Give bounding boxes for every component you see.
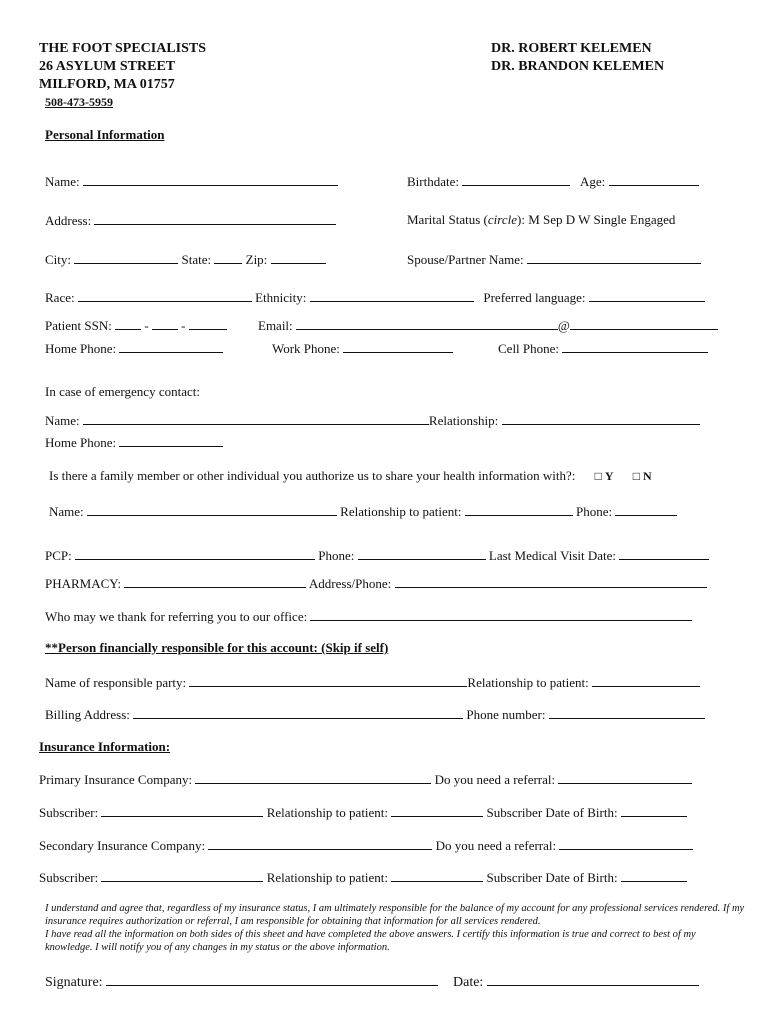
city-field[interactable] (74, 251, 178, 264)
share-name-label: Name: (49, 504, 84, 519)
ssn-field-1[interactable] (115, 317, 141, 330)
primary-relationship-field[interactable] (391, 804, 483, 817)
insurance-title: Insurance Information: (39, 739, 171, 754)
secondary-dob-label: Subscriber Date of Birth: (486, 870, 618, 885)
city-label: City: (45, 252, 72, 267)
emergency-name-row (45, 412, 700, 429)
pcp-label: PCP: (45, 548, 72, 563)
billing-address-field[interactable] (133, 706, 463, 719)
birthdate-row (407, 173, 699, 190)
state-label: State: (181, 252, 212, 267)
share-relationship-field[interactable] (465, 503, 573, 516)
home-phone-field[interactable] (119, 340, 223, 353)
pcp-phone-field[interactable] (358, 547, 486, 560)
date-row (453, 972, 699, 991)
billing-phone-field[interactable] (549, 706, 705, 719)
practice-header (39, 40, 206, 94)
language-field[interactable] (589, 289, 705, 302)
primary-dob-field[interactable] (621, 804, 687, 817)
language-label: Preferred language: (483, 290, 586, 305)
emergency-home-phone-label: Home Phone: (45, 435, 117, 450)
marital-options: ): M Sep D W Single Engaged (517, 212, 676, 227)
share-name-row (49, 503, 677, 520)
home-phone-label: Home Phone: (45, 341, 117, 356)
secondary-referral-label: Do you need a referral: (435, 838, 557, 853)
secondary-insurance-label: Secondary Insurance Company: (39, 838, 206, 853)
emergency-name-label: Name: (45, 413, 80, 428)
pcp-field[interactable] (75, 547, 315, 560)
share-no-checkbox[interactable]: □ N (632, 469, 652, 483)
email-domain-field[interactable] (570, 317, 718, 330)
primary-insurance-label: Primary Insurance Company: (39, 772, 193, 787)
ssn-label: Patient SSN: (45, 318, 112, 333)
emergency-name-field[interactable] (83, 412, 429, 425)
age-label: Age: (580, 174, 606, 189)
share-yes-label: Y (604, 469, 614, 483)
billing-address-label: Billing Address: (45, 707, 130, 722)
secondary-insurance-row (39, 837, 693, 854)
share-phone-label: Phone: (575, 504, 613, 519)
emergency-relationship-label: Relationship: (428, 413, 499, 428)
work-phone-label: Work Phone: (272, 341, 340, 356)
signature-label: Signature: (45, 975, 103, 990)
emergency-home-phone-field[interactable] (119, 434, 223, 447)
race-field[interactable] (78, 289, 252, 302)
disclaimer-responsibility: I understand and agree that, regardless of my insurance status, I am ultimately responsible for the balance of my account for any professional services rendered. If my insurance requires authorization or referral, I am responsible for obtaining that information for all services rendered. (45, 903, 745, 927)
marital-circle-hint: circle (487, 212, 518, 227)
responsible-name-field[interactable] (189, 674, 467, 687)
name-label: Name: (45, 174, 80, 189)
pharmacy-label: PHARMACY: (45, 576, 122, 591)
secondary-subscriber-label: Subscriber: (39, 870, 99, 885)
city-row (45, 251, 326, 268)
spouse-row (407, 251, 701, 268)
home-phone-row (45, 340, 223, 357)
share-question-row (49, 468, 652, 484)
billing-phone-label: Phone number: (466, 707, 546, 722)
practice-city: MILFORD, MA 01757 (39, 77, 175, 92)
primary-subscriber-label: Subscriber: (39, 805, 99, 820)
state-field[interactable] (214, 251, 242, 264)
email-row: Email: @ (258, 317, 718, 334)
primary-insurance-field[interactable] (195, 771, 431, 784)
address-field[interactable] (94, 212, 336, 225)
spouse-label: Spouse/Partner Name: (407, 252, 524, 267)
secondary-relationship-field[interactable] (391, 869, 483, 882)
primary-subscriber-row (39, 804, 687, 821)
age-field[interactable] (609, 173, 699, 186)
cell-phone-field[interactable] (562, 340, 708, 353)
share-no-label: N (643, 469, 652, 483)
billing-row (45, 706, 705, 723)
race-row (45, 289, 705, 306)
share-relationship-label: Relationship to patient: (340, 504, 462, 519)
spouse-field[interactable] (527, 251, 701, 264)
ethnicity-label: Ethnicity: (255, 290, 307, 305)
primary-subscriber-field[interactable] (101, 804, 263, 817)
share-yes-checkbox[interactable]: □ Y (594, 469, 614, 483)
name-field[interactable] (83, 173, 338, 186)
doctor-1: DR. ROBERT KELEMEN (491, 41, 652, 56)
ssn-row: Patient SSN: - - (45, 317, 227, 334)
date-label: Date: (453, 975, 484, 990)
work-phone-field[interactable] (343, 340, 453, 353)
financial-title: **Person financially responsible for this account: (Skip if self) (45, 640, 389, 655)
pcp-row (45, 547, 709, 564)
signature-field[interactable] (106, 972, 438, 986)
pharmacy-field[interactable] (124, 575, 306, 588)
practice-street: 26 ASYLUM STREET (39, 59, 176, 74)
responsible-relationship-label: Relationship to patient: (467, 675, 589, 690)
birthdate-label: Birthdate: (407, 174, 459, 189)
zip-field[interactable] (271, 251, 326, 264)
secondary-insurance-field[interactable] (208, 837, 432, 850)
secondary-relationship-label: Relationship to patient: (266, 870, 389, 885)
primary-insurance-row (39, 771, 692, 788)
disclaimer-certification: I have read all the information on both sides of this sheet and have completed the above answers. I certify this information is true and correct to best of my knowledge. I will notify you of any changes in my status or the above information. (45, 929, 696, 953)
primary-relationship-label: Relationship to patient: (266, 805, 389, 820)
work-phone-row (272, 340, 453, 357)
referral-thanks-label: Who may we thank for referring you to our office: (45, 609, 308, 624)
disclaimer (45, 902, 745, 954)
secondary-referral-field[interactable] (559, 837, 693, 850)
secondary-subscriber-row (39, 869, 687, 886)
ssn-field-2[interactable] (152, 317, 178, 330)
race-label: Race: (45, 290, 75, 305)
email-label: Email: (258, 318, 293, 333)
signature-row (45, 972, 438, 991)
pharmacy-row (45, 575, 707, 592)
share-name-field[interactable] (87, 503, 337, 516)
date-field[interactable] (487, 972, 699, 986)
emergency-title: In case of emergency contact: (45, 384, 200, 399)
ssn-field-3[interactable] (189, 317, 227, 330)
doctor-2: DR. BRANDON KELEMEN (491, 59, 665, 74)
marital-row[interactable] (407, 212, 675, 228)
section-personal-title: Personal Information (45, 127, 165, 142)
ethnicity-field[interactable] (310, 289, 474, 302)
primary-dob-label: Subscriber Date of Birth: (486, 805, 618, 820)
cell-phone-label: Cell Phone: (498, 341, 560, 356)
responsible-relationship-field[interactable] (592, 674, 700, 687)
cell-phone-row (498, 340, 708, 357)
pharmacy-address-label: Address/Phone: (308, 576, 392, 591)
referral-thanks-field[interactable] (310, 608, 692, 621)
secondary-subscriber-field[interactable] (101, 869, 263, 882)
name-row (45, 173, 338, 190)
referral-row (45, 608, 692, 625)
share-question: Is there a family member or other individual you authorize us to share your health information with?: (49, 468, 576, 483)
marital-label: Marital Status ( (407, 212, 488, 227)
last-visit-field[interactable] (619, 547, 709, 560)
address-label: Address: (45, 213, 92, 228)
pharmacy-address-field[interactable] (395, 575, 707, 588)
birthdate-field[interactable] (462, 173, 570, 186)
responsible-row (45, 674, 700, 691)
share-phone-field[interactable] (615, 503, 677, 516)
zip-label: Zip: (245, 252, 268, 267)
practice-phone: 508-473-5959 (45, 95, 113, 109)
responsible-name-label: Name of responsible party: (45, 675, 187, 690)
doctors-header (491, 40, 664, 76)
emergency-home-phone-row (45, 434, 223, 451)
address-row (45, 212, 336, 229)
practice-name: THE FOOT SPECIALISTS (39, 41, 207, 56)
pcp-phone-label: Phone: (318, 548, 355, 563)
secondary-dob-field[interactable] (621, 869, 687, 882)
primary-referral-label: Do you need a referral: (434, 772, 556, 787)
primary-referral-field[interactable] (558, 771, 692, 784)
last-visit-label: Last Medical Visit Date: (488, 548, 617, 563)
emergency-relationship-field[interactable] (502, 412, 700, 425)
email-user-field[interactable] (296, 317, 558, 330)
